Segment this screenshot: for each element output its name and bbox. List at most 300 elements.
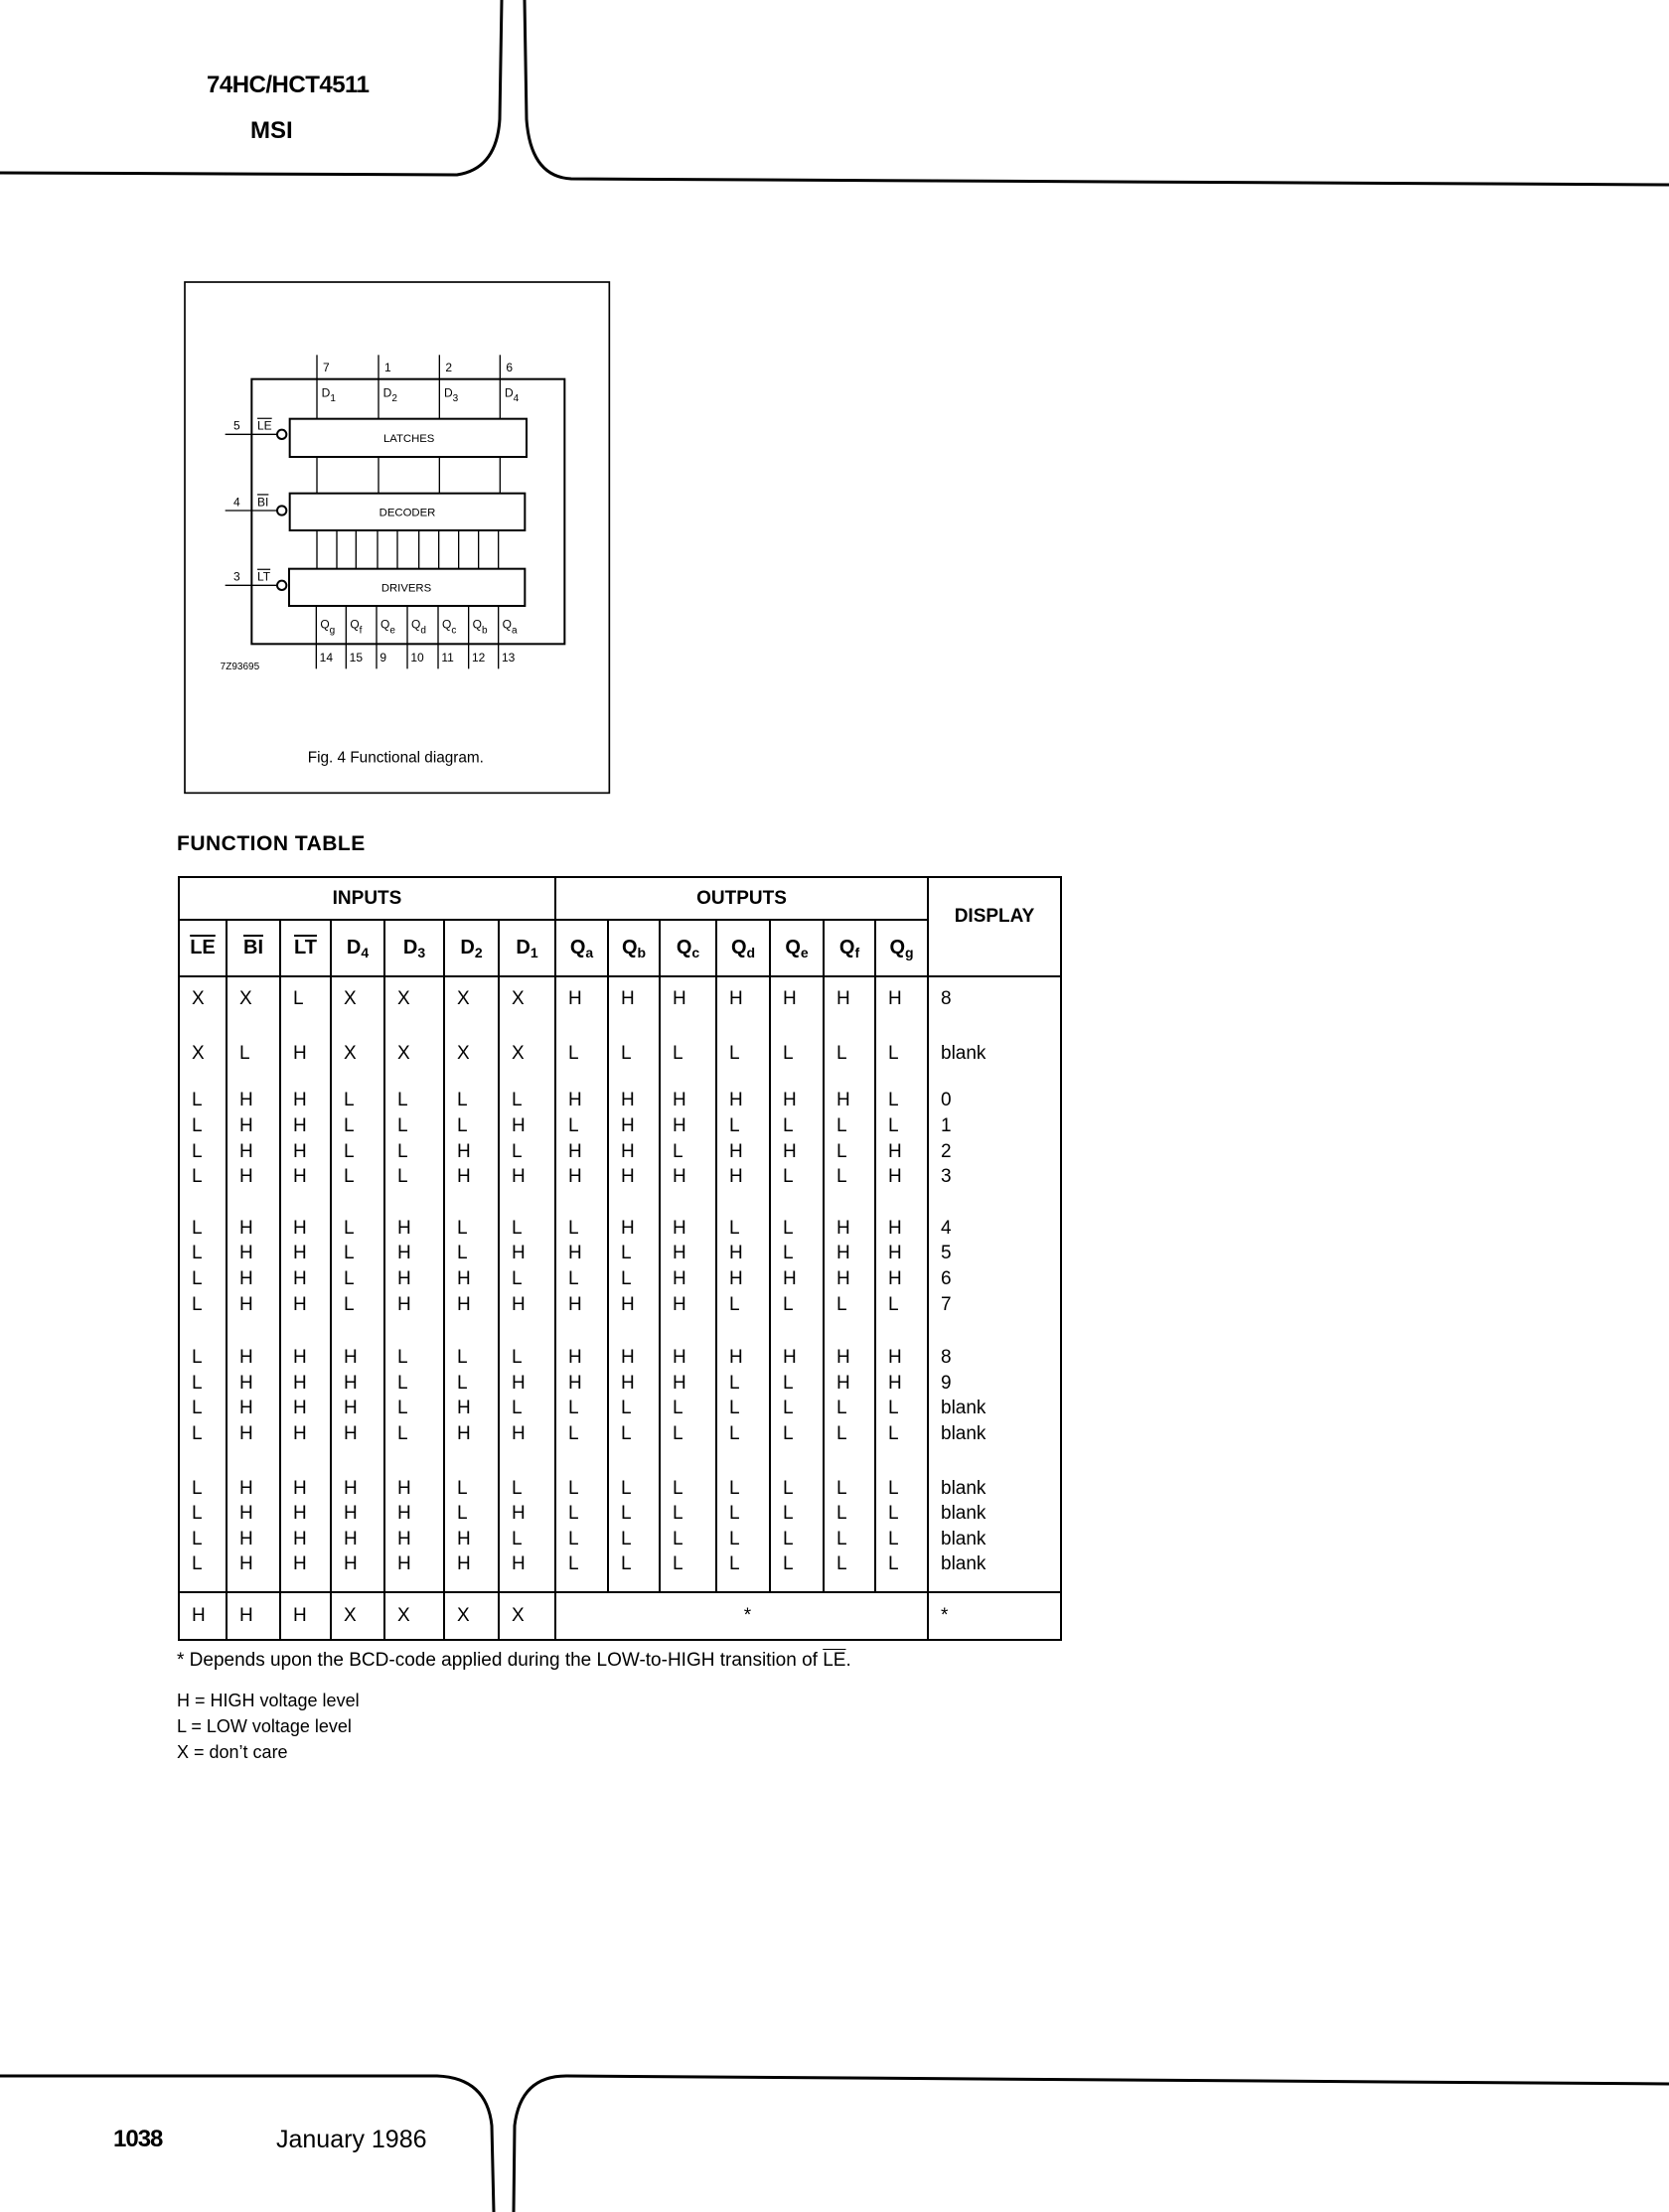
state-cell: H [660, 1345, 716, 1371]
state-cell: H [875, 1216, 928, 1242]
state-cell: H [555, 1371, 608, 1397]
state-cell: H [227, 1113, 280, 1139]
state-cell: L [716, 1527, 770, 1552]
display-cell: 6 [928, 1266, 1061, 1292]
state-cell: L [179, 1241, 227, 1266]
state-cell: L [824, 1421, 875, 1447]
state-cell: H [280, 1113, 331, 1139]
state-cell: H [499, 1241, 555, 1266]
table-row [179, 1345, 1061, 1371]
input-label: $D_3$ [444, 385, 459, 404]
column-header-subscript: d [746, 944, 756, 960]
state-cell: X [384, 1041, 444, 1067]
state-cell: H [824, 1266, 875, 1292]
input-pin-number: 6 [506, 361, 514, 374]
display-cell: 5 [928, 1241, 1061, 1266]
input-label: $D_4$ [505, 385, 520, 404]
column-header [824, 920, 875, 976]
state-cell: H [384, 1475, 444, 1501]
group-header-row [179, 877, 1061, 920]
state-cell: L [179, 1371, 227, 1397]
table-row [179, 1421, 1061, 1447]
state-cell: H [824, 1241, 875, 1266]
output-label: $Q_b$ [472, 617, 488, 637]
state-cell: L [444, 1345, 499, 1371]
state-cell: H [716, 1138, 770, 1164]
spacer-row [179, 1446, 1061, 1475]
state-cell: L [875, 1421, 928, 1447]
table-row [179, 1396, 1061, 1421]
column-header [280, 920, 331, 976]
display-cell: 1 [928, 1113, 1061, 1139]
table-row [179, 1475, 1061, 1501]
control-label: LT [257, 569, 271, 584]
state-cell: L [770, 1041, 824, 1067]
state-cell: L [608, 1475, 660, 1501]
input-label: $D_1$ [321, 385, 336, 404]
column-header-label: $\overline{BI}$ [243, 937, 263, 959]
column-header-subscript: 3 [417, 944, 426, 960]
display-cell: blank [928, 1527, 1061, 1552]
column-header [444, 920, 499, 976]
table-row-latched [179, 1592, 1061, 1640]
state-cell: H [227, 1216, 280, 1242]
state-cell: L [384, 1164, 444, 1190]
state-cell: L [179, 1551, 227, 1577]
state-cell: H [227, 1501, 280, 1527]
state-cell: H [280, 1371, 331, 1397]
table-row [179, 1216, 1061, 1242]
column-header-subscript: g [905, 944, 914, 960]
state-cell: H [660, 1113, 716, 1139]
state-cell: H [444, 1138, 499, 1164]
column-header-label: Q [838, 936, 855, 959]
state-cell: L [770, 1421, 824, 1447]
spacer-row [179, 1577, 1061, 1592]
state-cell: H [384, 1216, 444, 1242]
state-cell: L [555, 1501, 608, 1527]
state-cell: L [444, 1088, 499, 1113]
state-cell: H [227, 1138, 280, 1164]
input-pin-number: 2 [445, 361, 453, 374]
state-cell: L [875, 1113, 928, 1139]
state-cell: L [384, 1396, 444, 1421]
state-cell: L [384, 1371, 444, 1397]
state-cell: H [444, 1421, 499, 1447]
state-cell: L [770, 1216, 824, 1242]
display-header: DISPLAY [928, 877, 1061, 976]
display-cell: blank [928, 1475, 1061, 1501]
inversion-bubble-icon [277, 430, 286, 439]
state-cell: L [770, 1371, 824, 1397]
output-pin-number: 14 [319, 651, 334, 664]
state-cell: H [280, 1041, 331, 1067]
table-row [179, 986, 1061, 1012]
state-cell: L [824, 1291, 875, 1317]
state-cell: L [716, 1396, 770, 1421]
state-cell: H [384, 1501, 444, 1527]
state-cell: H [280, 1475, 331, 1501]
column-header-label: Q [889, 936, 905, 959]
state-cell: L [875, 1501, 928, 1527]
state-cell: H [824, 1088, 875, 1113]
state-cell: L [331, 1138, 384, 1164]
state-cell: H [280, 1527, 331, 1552]
state-cell: H [555, 1241, 608, 1266]
functional-diagram [184, 278, 611, 805]
state-cell: L [875, 1475, 928, 1501]
state-cell: L [770, 1113, 824, 1139]
decoder-label: DECODER [379, 507, 436, 519]
state-cell: L [608, 1421, 660, 1447]
state-cell: H [227, 1551, 280, 1577]
spacer-row [179, 1317, 1061, 1345]
state-cell: L [555, 1527, 608, 1552]
state-cell: L [716, 1475, 770, 1501]
state-cell: L [716, 1501, 770, 1527]
state-cell: L [179, 1266, 227, 1292]
state-cell: L [660, 1501, 716, 1527]
publication-date: January 1986 [276, 2126, 427, 2153]
spacer-row [179, 1012, 1061, 1041]
output-label: $Q_c$ [442, 617, 457, 637]
display-cell: 0 [928, 1088, 1061, 1113]
state-cell: L [770, 1164, 824, 1190]
state-cell: H [280, 1241, 331, 1266]
state-cell: H [499, 1421, 555, 1447]
column-header [384, 920, 444, 976]
state-cell: L [331, 1241, 384, 1266]
state-cell: H [875, 1345, 928, 1371]
state-cell: H [499, 1371, 555, 1397]
state-cell: L [499, 1216, 555, 1242]
state-cell: H [875, 1138, 928, 1164]
state-cell: X [444, 1592, 499, 1640]
state-cell: L [331, 1113, 384, 1139]
state-cell: L [875, 1396, 928, 1421]
state-cell: L [384, 1421, 444, 1447]
state-cell: X [444, 986, 499, 1012]
state-cell: H [280, 1421, 331, 1447]
state-cell: H [280, 1551, 331, 1577]
state-cell: H [227, 1396, 280, 1421]
state-cell: H [227, 1345, 280, 1371]
column-header-label: D [460, 936, 475, 959]
state-cell: H [280, 1345, 331, 1371]
state-cell: L [824, 1164, 875, 1190]
state-cell: L [770, 1551, 824, 1577]
state-cell: L [280, 986, 331, 1012]
column-header-subscript: a [585, 944, 594, 960]
state-cell: L [555, 1421, 608, 1447]
state-cell: H [555, 986, 608, 1012]
control-pin-number: 3 [233, 569, 240, 584]
legend-dont-care: X = don’t care [177, 1742, 288, 1762]
state-cell: L [179, 1138, 227, 1164]
state-cell: H [608, 1345, 660, 1371]
state-cell: H [499, 1501, 555, 1527]
state-cell: L [824, 1475, 875, 1501]
state-cell: H [444, 1551, 499, 1577]
output-pin-number: 12 [472, 651, 486, 664]
table-row [179, 1241, 1061, 1266]
state-cell: L [660, 1475, 716, 1501]
state-cell: H [608, 1164, 660, 1190]
state-cell: H [227, 1527, 280, 1552]
state-cell: L [608, 1266, 660, 1292]
state-cell: L [716, 1113, 770, 1139]
state-cell: H [280, 1592, 331, 1640]
state-cell: L [499, 1138, 555, 1164]
display-cell: blank [928, 1421, 1061, 1447]
state-cell: H [384, 1241, 444, 1266]
state-cell: H [660, 1266, 716, 1292]
state-cell: L [770, 1475, 824, 1501]
state-cell: H [444, 1266, 499, 1292]
state-cell: X [331, 1041, 384, 1067]
state-cell: L [384, 1088, 444, 1113]
state-cell: L [770, 1241, 824, 1266]
state-cell: H [608, 1138, 660, 1164]
state-cell: H [555, 1088, 608, 1113]
state-cell: L [384, 1113, 444, 1139]
output-label: $Q_f$ [350, 617, 363, 637]
state-cell: H [444, 1291, 499, 1317]
state-cell: H [444, 1527, 499, 1552]
state-cell: H [444, 1396, 499, 1421]
state-cell: X [444, 1041, 499, 1067]
table-row [179, 1088, 1061, 1113]
state-cell: H [384, 1266, 444, 1292]
state-cell: H [716, 986, 770, 1012]
state-cell: H [770, 1345, 824, 1371]
state-cell: H [280, 1266, 331, 1292]
state-cell: X [384, 986, 444, 1012]
state-cell: H [331, 1475, 384, 1501]
state-cell: H [227, 1475, 280, 1501]
display-cell: 8 [928, 986, 1061, 1012]
state-cell: L [331, 1088, 384, 1113]
state-cell: L [331, 1216, 384, 1242]
state-cell: L [227, 1041, 280, 1067]
state-cell: L [716, 1216, 770, 1242]
state-cell: L [716, 1371, 770, 1397]
state-cell: H [331, 1421, 384, 1447]
state-cell: X [384, 1592, 444, 1640]
state-cell: H [716, 1241, 770, 1266]
state-cell: L [608, 1241, 660, 1266]
column-header-label: Q [569, 936, 586, 959]
state-cell: H [280, 1088, 331, 1113]
display-cell: blank [928, 1396, 1061, 1421]
state-cell: X [499, 1041, 555, 1067]
legend-low: L = LOW voltage level [177, 1716, 352, 1736]
table-row [179, 1113, 1061, 1139]
state-cell: L [331, 1266, 384, 1292]
state-cell: L [179, 1475, 227, 1501]
state-cell: H [331, 1551, 384, 1577]
state-cell: H [716, 1266, 770, 1292]
output-label: $Q_a$ [502, 617, 518, 637]
state-cell: H [280, 1291, 331, 1317]
state-cell: L [875, 1527, 928, 1552]
state-cell: H [555, 1138, 608, 1164]
inputs-header: INPUTS [179, 877, 555, 920]
state-cell: L [179, 1113, 227, 1139]
footnote [177, 1650, 851, 1672]
input-label: $D_2$ [382, 385, 397, 404]
state-cell: H [875, 1164, 928, 1190]
state-cell: L [179, 1088, 227, 1113]
table-row [179, 1527, 1061, 1552]
display-cell: 7 [928, 1291, 1061, 1317]
column-header-subscript: 2 [474, 944, 483, 960]
column-header-subscript: 4 [361, 944, 370, 960]
device-family: MSI [250, 117, 293, 144]
state-cell: L [608, 1527, 660, 1552]
state-cell: L [179, 1527, 227, 1552]
column-header-label: D [402, 936, 418, 959]
input-pin-number: 1 [384, 361, 391, 374]
state-cell: L [660, 1396, 716, 1421]
outputs-header: OUTPUTS [555, 877, 928, 920]
state-cell: L [555, 1396, 608, 1421]
column-header [555, 920, 608, 976]
output-label: $Q_e$ [380, 617, 395, 637]
output-pin-number: 11 [441, 651, 454, 664]
state-cell: L [716, 1551, 770, 1577]
column-header [770, 920, 824, 976]
column-header [875, 920, 928, 976]
state-cell: H [770, 1088, 824, 1113]
state-cell: H [608, 986, 660, 1012]
state-cell: H [660, 1291, 716, 1317]
state-cell: L [716, 1421, 770, 1447]
part-number: 74HC/HCT4511 [207, 72, 370, 98]
state-cell: L [770, 1291, 824, 1317]
state-cell: L [444, 1475, 499, 1501]
state-cell: L [824, 1396, 875, 1421]
spacer-row [179, 976, 1061, 986]
state-cell: X [499, 986, 555, 1012]
state-cell: H [660, 1088, 716, 1113]
state-cell: X [499, 1592, 555, 1640]
state-cell: H [499, 1551, 555, 1577]
state-cell: L [555, 1113, 608, 1139]
state-cell: H [280, 1138, 331, 1164]
display-cell: 2 [928, 1138, 1061, 1164]
column-header [331, 920, 384, 976]
output-label: $Q_d$ [411, 617, 426, 637]
table-row [179, 1501, 1061, 1527]
state-cell: L [824, 1138, 875, 1164]
state-cell: H [331, 1371, 384, 1397]
state-cell: H [280, 1164, 331, 1190]
state-cell: H [608, 1088, 660, 1113]
state-cell: X [179, 986, 227, 1012]
column-header [716, 920, 770, 976]
figure-code: 7Z93695 [220, 662, 260, 672]
state-cell: L [608, 1551, 660, 1577]
state-cell: H [824, 986, 875, 1012]
state-cell: L [770, 1396, 824, 1421]
state-cell: L [608, 1501, 660, 1527]
state-cell: L [875, 1291, 928, 1317]
inversion-bubble-icon [277, 581, 286, 590]
state-cell: L [331, 1291, 384, 1317]
state-cell: H [227, 1164, 280, 1190]
state-cell: L [608, 1396, 660, 1421]
column-header-subscript: 1 [530, 944, 538, 960]
output-pin-number: 13 [502, 651, 516, 664]
state-cell: H [716, 1164, 770, 1190]
state-cell: L [555, 1475, 608, 1501]
state-cell: L [716, 1291, 770, 1317]
state-cell: H [875, 1266, 928, 1292]
state-cell: L [555, 1041, 608, 1067]
display-cell: blank [928, 1551, 1061, 1577]
state-cell: L [555, 1551, 608, 1577]
state-cell: X [331, 986, 384, 1012]
state-cell: H [384, 1551, 444, 1577]
table-row [179, 1138, 1061, 1164]
display-cell: blank [928, 1501, 1061, 1527]
state-cell: L [660, 1421, 716, 1447]
state-cell: L [499, 1396, 555, 1421]
column-header [499, 920, 555, 976]
column-header [227, 920, 280, 976]
state-cell: H [770, 986, 824, 1012]
state-cell: H [499, 1113, 555, 1139]
state-cell: L [499, 1088, 555, 1113]
spacer-row [179, 1190, 1061, 1216]
state-cell: H [660, 1216, 716, 1242]
state-cell: L [444, 1371, 499, 1397]
state-cell: L [660, 1138, 716, 1164]
state-cell: H [824, 1371, 875, 1397]
control-pin-number: 5 [233, 418, 240, 433]
state-cell: H [875, 986, 928, 1012]
state-cell: L [824, 1551, 875, 1577]
function-table [178, 876, 1062, 1641]
column-header [660, 920, 716, 976]
state-cell: L [444, 1216, 499, 1242]
display-footnote-ref: * [928, 1592, 1061, 1640]
column-header-label: $\overline{LE}$ [190, 937, 216, 959]
state-cell: L [555, 1216, 608, 1242]
column-header-label: $\overline{LT}$ [294, 937, 317, 959]
state-cell: H [608, 1113, 660, 1139]
state-cell: H [331, 1396, 384, 1421]
column-header-label: D [516, 936, 531, 959]
state-cell: H [608, 1216, 660, 1242]
state-cell: L [660, 1527, 716, 1552]
function-table-title: FUNCTION TABLE [177, 832, 366, 855]
control-label: BI [257, 495, 269, 510]
input-pin-number: 7 [323, 361, 330, 374]
state-cell: L [824, 1527, 875, 1552]
state-cell: X [227, 986, 280, 1012]
state-cell: H [716, 1345, 770, 1371]
column-header-label: D [346, 936, 362, 959]
state-cell: H [384, 1291, 444, 1317]
state-cell: L [875, 1041, 928, 1067]
output-pin-number: 9 [379, 651, 387, 664]
outputs-footnote-ref: * [555, 1592, 928, 1640]
state-cell: L [179, 1216, 227, 1242]
state-cell: H [227, 1088, 280, 1113]
state-cell: H [280, 1396, 331, 1421]
